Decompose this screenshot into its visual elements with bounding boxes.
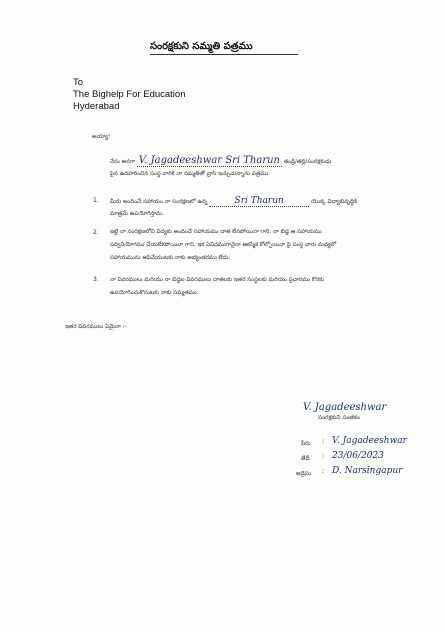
- name-colon: :: [322, 437, 325, 445]
- student-name-handwritten: Sri Tharun: [209, 196, 309, 207]
- point-2-line-1: ఇట్టి నా సంరక్షణలోని విద్యకు అందించే సహాయము దాత లేనపోయినా గాని, నా బిడ్డ ఆ సహాయము: [110, 229, 322, 235]
- date-label: తేదీ: [301, 456, 310, 462]
- point-3-line-1: నా వివరములు మరియు నా బిడ్డల వివరములు దాతలకు ఇతర సంస్థలకు మరియు ప్రచారము కొరకు: [110, 277, 324, 283]
- address-to: To: [73, 77, 84, 88]
- address-value-handwritten: D. Narsingapur: [332, 466, 403, 476]
- date-value-handwritten: 23/06/2023: [332, 451, 384, 461]
- address-label: అడ్రెసు: [296, 471, 312, 477]
- point-3-number: 3.: [93, 276, 99, 283]
- point-1-number: 1.: [93, 197, 99, 204]
- intro-suffix: తండ్రి/తల్లి/సంరక్షకుడు: [283, 159, 332, 165]
- intro-line-2: పైన ఉదహరించిన సంస్థ వారికి నా సమ్మతితో వ్రాసి ఇచ్చుచున్నాను పత్రము.: [110, 171, 270, 177]
- signature-caption: సంరక్షకుని సంతకం: [318, 415, 360, 421]
- point-3-line-2: ఉపయోగించుకొనుటకు నాకు సమ్మతము.: [110, 290, 199, 296]
- point-1-pre: మీరు అందించే సహాయం నా సంరక్షణలో ఉన్న: [110, 199, 208, 205]
- salutation: అయ్యా!: [92, 134, 111, 140]
- other-details-label: ఇతర వివరములు ఏమైనా :-: [65, 324, 127, 330]
- name-label: పేరు: [301, 441, 311, 447]
- address-org: The Bighelp For Education: [73, 89, 186, 100]
- intro-prefix: నేను అనగా: [110, 159, 136, 165]
- point-1-line-1: [110, 196, 357, 207]
- point-2-number: 2.: [93, 229, 99, 236]
- date-colon: :: [322, 452, 325, 460]
- address-colon: :: [322, 467, 325, 475]
- point-1-post: యొక్క విద్యాభివృద్ధికి: [310, 199, 357, 205]
- guardian-signature: V. Jagadeeshwar: [303, 402, 387, 413]
- point-2-line-3: సహాయమును ఆపివేయుటకు నాకు అభ్యంతరము లేదు.: [110, 255, 231, 261]
- guardian-name-handwritten: V. Jagadeeshwar Sri Tharun: [138, 155, 280, 166]
- title-underline: [150, 54, 298, 55]
- address-city: Hyderabad: [73, 101, 120, 112]
- letter-title: సంరక్షకుని సమ్మతి పత్రము: [150, 41, 253, 52]
- name-value-handwritten: V. Jagadeeshwar: [332, 436, 407, 446]
- point-1-line-2: మాత్రమే ఉపయోగిస్తాను.: [110, 211, 164, 217]
- intro-line-1: [110, 155, 331, 167]
- point-2-line-2: సద్వినియోగము చేయలేకపోయినా గాని, ఇక ఏవిధముగానైనా ఆకస్మిక కోల్పోయినా పై సంస్థ వారు మధ్యలో: [110, 242, 337, 248]
